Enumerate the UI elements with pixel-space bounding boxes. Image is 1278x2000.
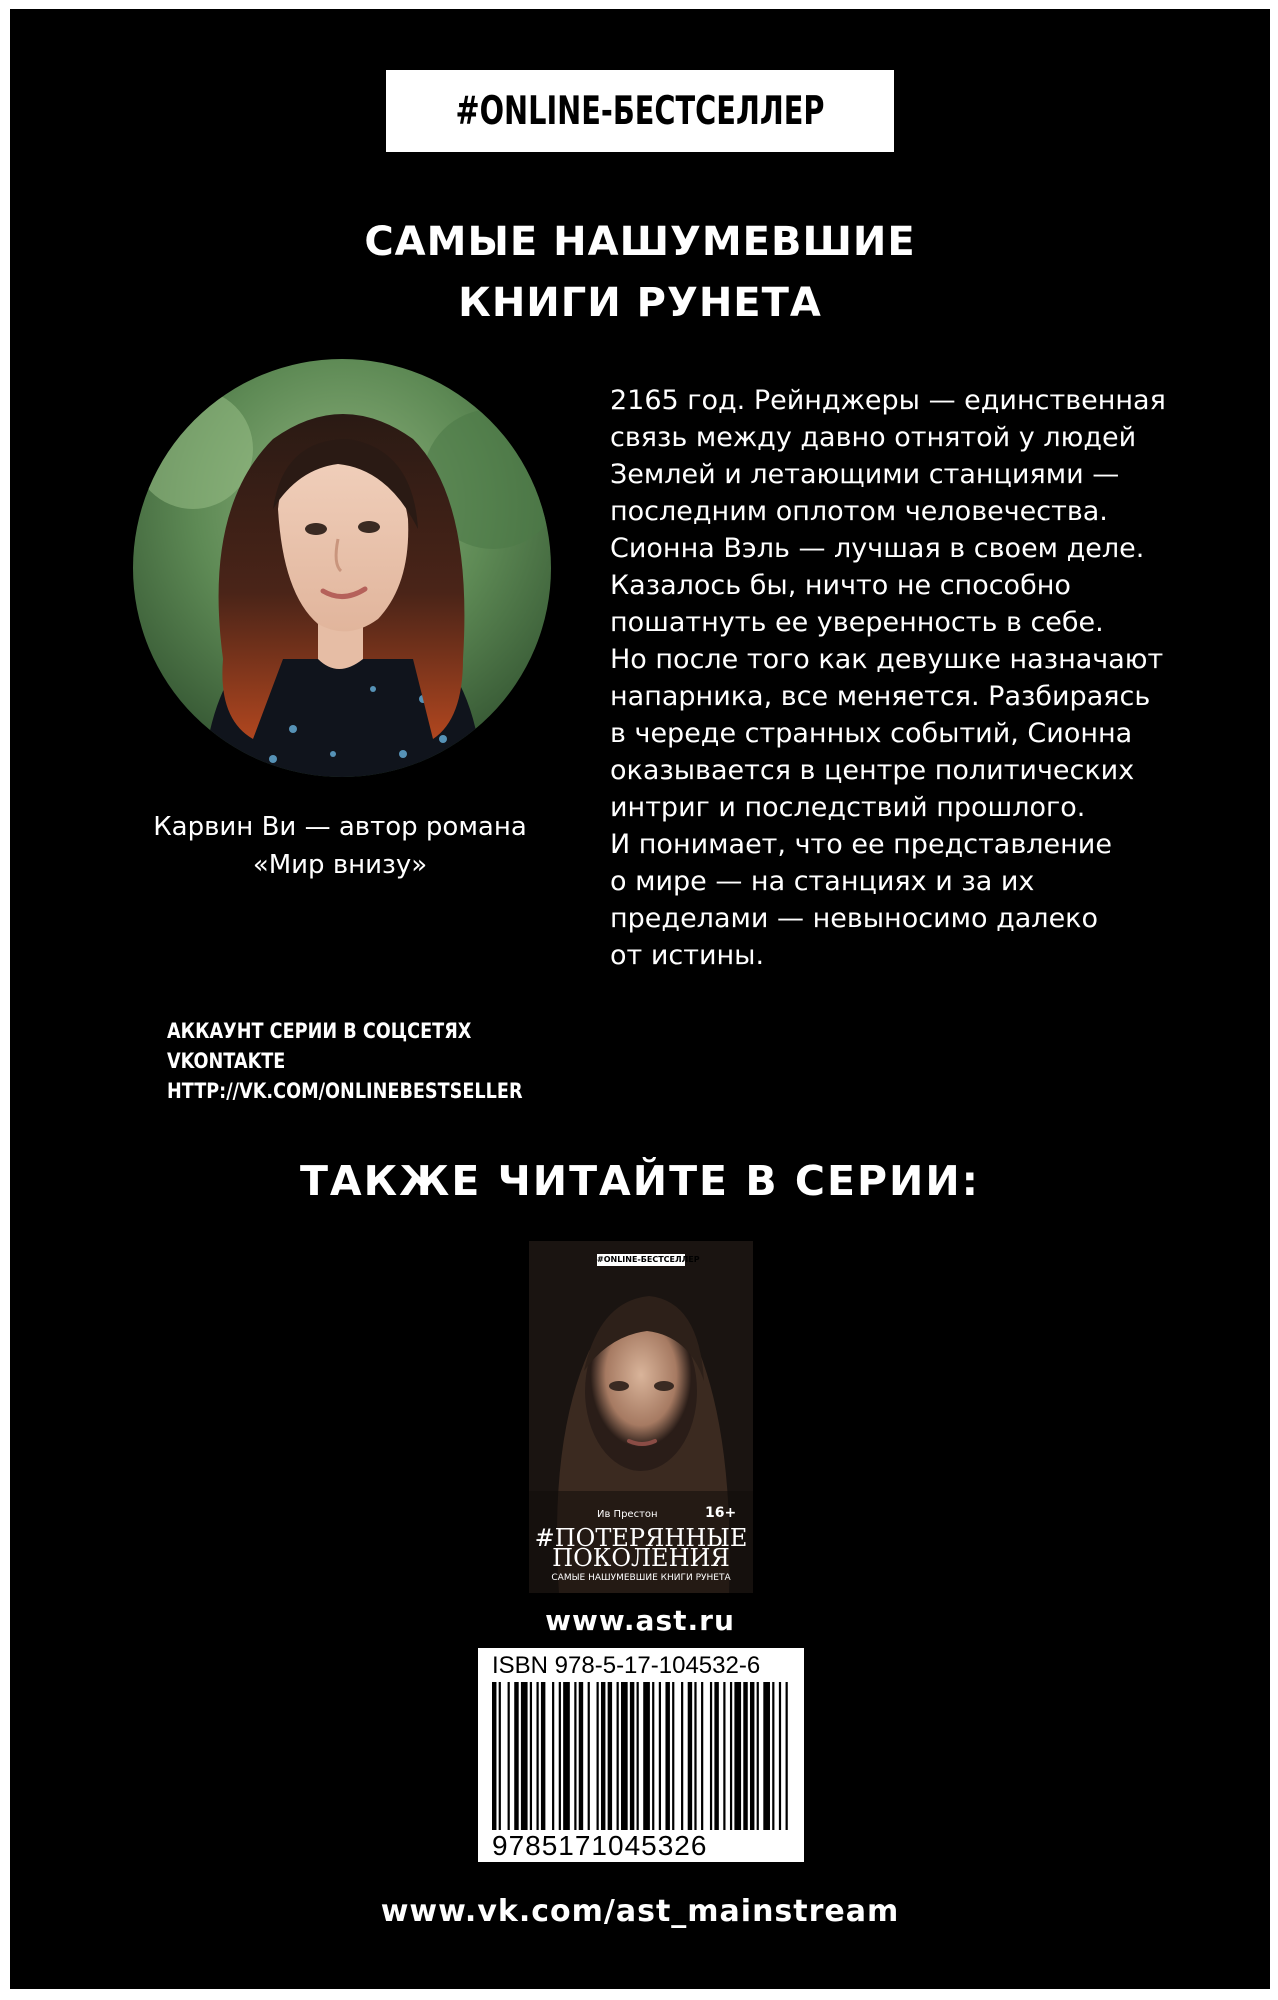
also-read-heading: ТАКЖЕ ЧИТАЙТЕ В СЕРИИ:	[299, 1157, 981, 1205]
description-line: И понимает, что ее представление	[610, 829, 1112, 860]
back-cover	[10, 9, 1270, 1989]
description-line: Казалось бы, ничто не способно	[610, 570, 1071, 601]
barcode	[492, 1682, 790, 1830]
isbn-label: ISBN 978-5-17-104532-6	[492, 1652, 761, 1679]
barcode-digits: 9785171045326	[492, 1830, 708, 1861]
book-subtitle: САМЫЕ НАШУМЕВШИЕ КНИГИ РУНЕТА	[551, 1573, 731, 1583]
author-caption-line-1: Карвин Ви — автор романа	[153, 812, 527, 842]
description-line: последним оплотом человечества.	[610, 496, 1108, 527]
book-description	[610, 382, 1230, 974]
description-line: Сионна Вэль — лучшая в своем деле.	[610, 533, 1145, 564]
tagline-line-2: КНИГИ РУНЕТА	[458, 280, 822, 326]
social-heading: АККАУНТ СЕРИИ В СОЦСЕТЯХ	[167, 1019, 472, 1043]
book-series-badge: #ONLINE-БЕСТСЕЛЛЕР	[597, 1255, 700, 1264]
book-author: Ив Престон	[597, 1509, 658, 1520]
book-title-line-1: #ПОТЕРЯННЫЕ	[534, 1524, 748, 1552]
description-line: Землей и летающими станциями —	[610, 459, 1120, 490]
book-age-rating: 16+	[705, 1505, 737, 1521]
series-badge	[386, 70, 894, 152]
publisher-url[interactable]: www.ast.ru	[545, 1604, 735, 1637]
description-line: от истины.	[610, 940, 765, 971]
isbn-barcode-block	[478, 1648, 804, 1862]
description-line: Но после того как девушке назначают	[610, 644, 1164, 675]
author-photo	[133, 359, 551, 777]
description-line: пределами — невыносимо далеко	[610, 903, 1099, 934]
description-line: в череде странных событий, Сионна	[610, 718, 1133, 749]
social-network: VKONTAKTE	[167, 1049, 286, 1073]
description-line: напарника, все меняется. Разбираясь	[610, 681, 1151, 712]
description-line: интриг и последствий прошлого.	[610, 792, 1086, 823]
social-link[interactable]: HTTP://VK.COM/ONLINEBESTSELLER	[167, 1079, 523, 1103]
description-line: о мире — на станциях и за их	[610, 866, 1035, 897]
description-line: связь между давно отнятой у людей	[610, 422, 1137, 453]
vk-url[interactable]: www.vk.com/ast_mainstream	[380, 1894, 900, 1929]
description-line: 2165 год. Рейнджеры — единственная	[610, 385, 1166, 416]
description-line: пошатнуть ее уверенность в себе.	[610, 607, 1104, 638]
author-portrait-image	[133, 359, 551, 777]
book-title-line-2: ПОКОЛЕНИЯ	[552, 1544, 730, 1572]
series-badge-label: #ONLINE-БЕСТСЕЛЛЕР	[455, 88, 825, 134]
tagline-line-1: САМЫЕ НАШУМЕВШИЕ	[364, 219, 916, 265]
author-caption-line-2: «Мир внизу»	[252, 850, 428, 880]
recommended-book-cover	[529, 1241, 753, 1593]
description-line: оказывается в центре политических	[610, 755, 1135, 786]
